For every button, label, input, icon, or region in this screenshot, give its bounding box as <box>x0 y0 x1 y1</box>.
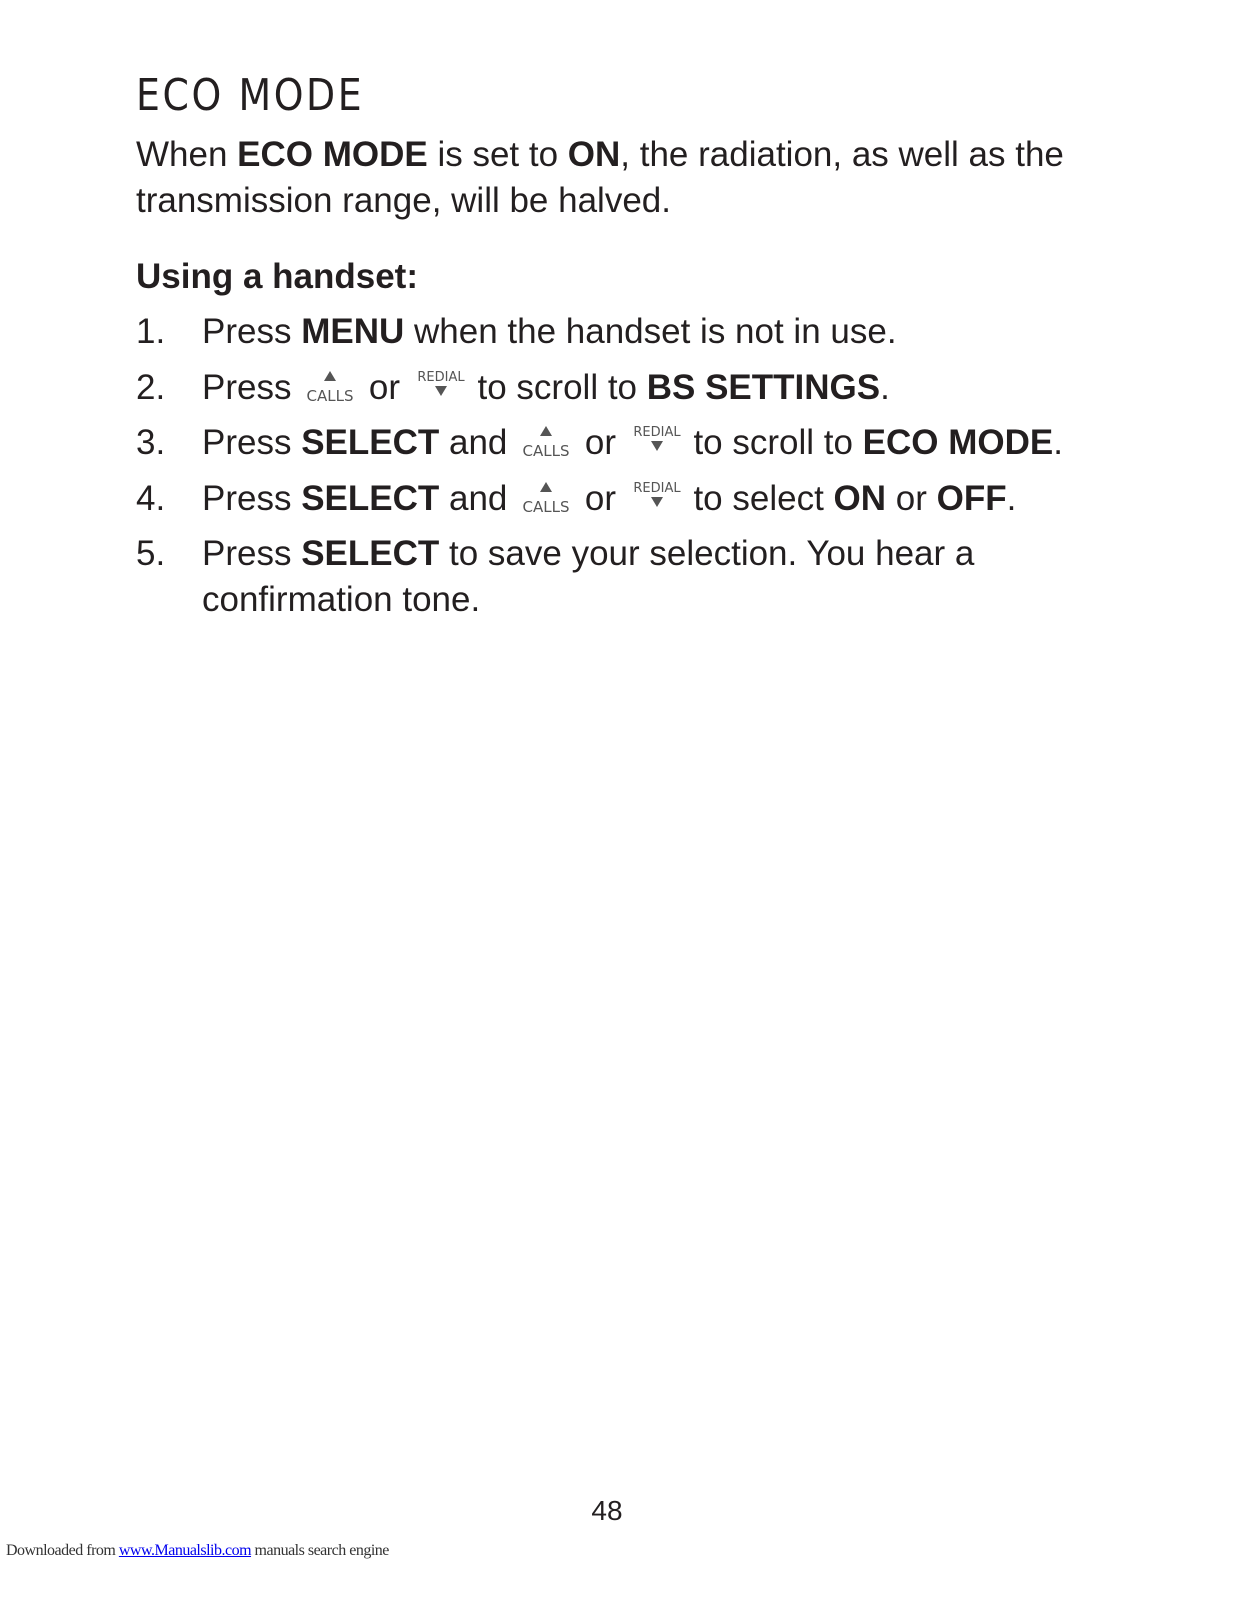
page-number: 48 <box>591 1495 623 1526</box>
svg-text:REDIAL: REDIAL <box>633 480 681 496</box>
steps-list <box>136 309 1136 633</box>
intro-paragraph: When ECO MODE is set to ON, the radiation, as well as the transmission range, will be halved. <box>136 135 1064 220</box>
page-title: ECO MODE <box>136 70 365 121</box>
svg-text:CALLS: CALLS <box>522 442 570 460</box>
calls-up-key-icon <box>303 369 357 405</box>
step-item: 4. Press SELECT and CALLS or REDIAL to select ON or OFF. <box>136 476 1136 522</box>
svg-text:CALLS: CALLS <box>306 386 354 405</box>
svg-text:REDIAL: REDIAL <box>417 369 465 385</box>
step-item: 3. Press SELECT and CALLS or REDIAL to scroll to ECO MODE. <box>136 420 1136 466</box>
step-number: 4. <box>136 478 166 518</box>
svg-text:CALLS: CALLS <box>522 497 570 516</box>
step-item: 2. Press CALLS or REDIAL to scroll to BS SETTINGS. <box>136 365 1136 411</box>
step-item: 1. Press MENU when the handset is not in use. <box>136 309 1136 355</box>
svg-text:REDIAL: REDIAL <box>633 425 681 440</box>
on-term: ON <box>567 135 621 174</box>
section-subheading: Using a handset: <box>136 257 418 296</box>
manualslib-link[interactable]: www.Manualslib.com <box>118 1542 252 1559</box>
calls-up-key-icon <box>519 480 573 516</box>
redial-down-key-icon <box>412 369 466 405</box>
download-footer: Downloaded from www.Manualslib.com manuals search engine <box>6 1542 389 1559</box>
step-number: 2. <box>136 367 166 407</box>
redial-down-key-icon <box>628 480 682 516</box>
step-item: 5. Press SELECT to save your selection. You hear a confirmation tone. <box>136 531 1082 623</box>
step-number: 1. <box>136 312 166 351</box>
eco-mode-term: ECO MODE <box>237 135 428 174</box>
calls-up-key-icon <box>519 424 573 460</box>
step-number: 3. <box>136 423 166 462</box>
step-number: 5. <box>136 534 166 573</box>
redial-down-key-icon <box>628 424 682 460</box>
